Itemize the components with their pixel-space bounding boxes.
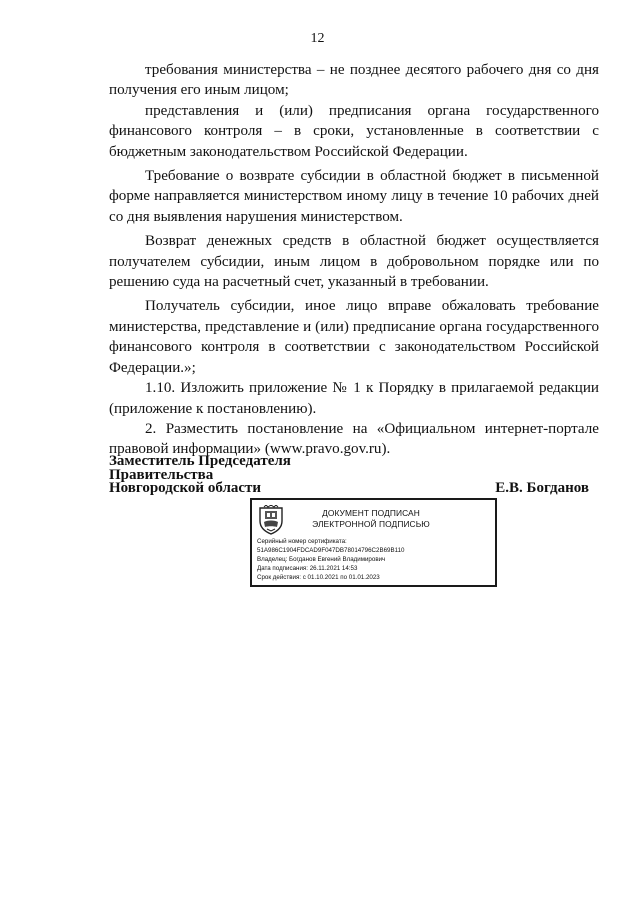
paragraph-3: Требование о возврате субсидии в областной бюджет в письменной форме направляется министерством иному лицу в течение 10 рабочих дней со дня выявления нарушения министерством. (109, 168, 599, 225)
paragraph-2: представления и (или) предписания органа государственного финансового контроля – в сроки, установленные в соответствии с бюджетным законодательством Российской Федерации. (109, 102, 599, 160)
signature-block (109, 455, 589, 496)
stamp-serial-value: 51A986C1904FDCAD9F047DB78014796C2B69B110 (257, 547, 405, 555)
paragraph-6: 1.10. Изложить приложение № 1 к Порядку в прилагаемой редакции (приложение к постановлению). (109, 380, 599, 417)
signer-position-line-1: Заместитель Председателя (109, 453, 291, 469)
coat-of-arms-icon (258, 505, 284, 535)
stamp-signed-date: Дата подписания: 26.11.2021 14:53 (257, 565, 358, 573)
stamp-validity: Срок действия: с 01.10.2021 по 01.01.2023 (257, 574, 380, 582)
stamp-title (296, 508, 446, 529)
paragraph-5: Получатель субсидии, иное лицо вправе обжаловать требование министерства, представление и (или) предписание органа государственного финансового контроля в соответствии с законодательством Российской Федерации.»; (109, 298, 599, 376)
paragraph-7: 2. Разместить постановление на «Официальном интернет-портале правовой информации» (www.pravo.gov.ru). (109, 420, 599, 458)
document-body (109, 60, 599, 460)
paragraph-4: Возврат денежных средств в областной бюджет осуществляется получателем субсидии, иным лицом в добровольном порядке или по решению суда на расчетный счет, указанный в требовании. (109, 233, 599, 291)
signer-position-line-2: Правительства (109, 466, 214, 483)
stamp-serial-label: Серийный номер сертификата: (257, 538, 347, 545)
paragraph-1: требования министерства – не позднее десятого рабочего дня со дня получения его иным лицом; (109, 62, 599, 99)
page-number: 12 (310, 31, 325, 46)
stamp-details (257, 537, 495, 582)
stamp-title-line-2: ЭЛЕКТРОННОЙ ПОДПИСЬЮ (312, 518, 430, 529)
signer-position-line-3: Новгородской области (109, 480, 262, 496)
stamp-title-line-1: ДОКУМЕНТ ПОДПИСАН (322, 508, 420, 518)
signer-name: Е.В. Богданов (495, 480, 589, 496)
stamp-owner: Владелец: Богданов Евгений Владимирович (257, 556, 386, 564)
electronic-signature-stamp (250, 498, 497, 587)
